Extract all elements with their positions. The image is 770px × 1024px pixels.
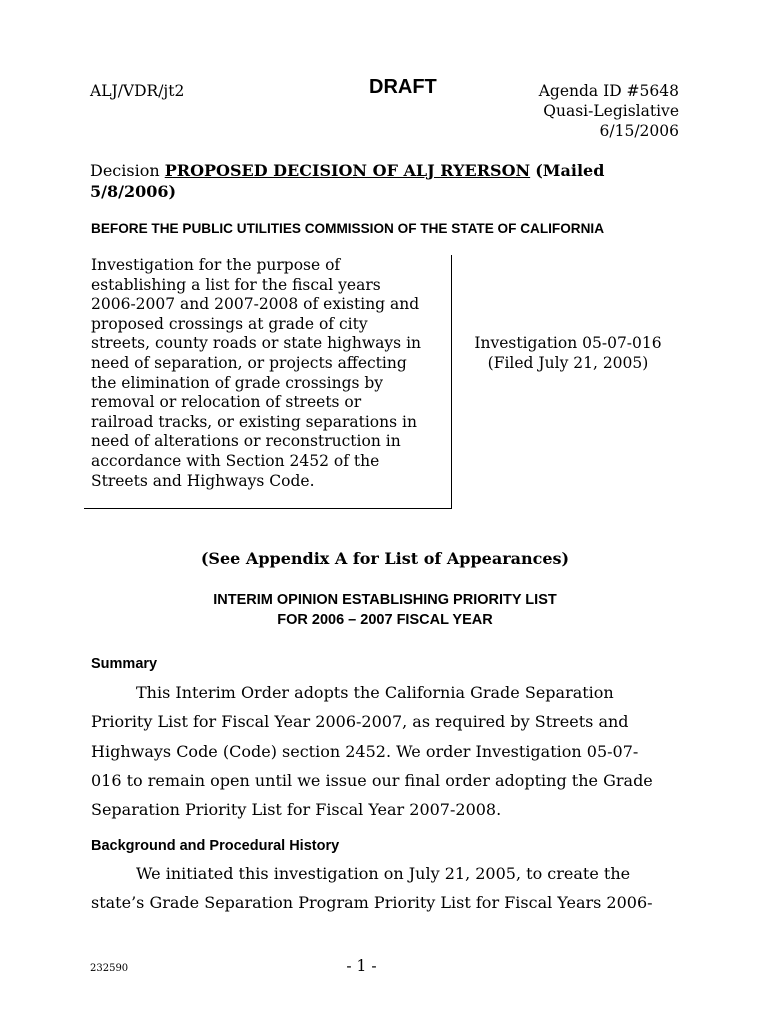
page-number: - 1 -: [346, 957, 377, 975]
background-heading: Background and Procedural History: [91, 838, 340, 854]
caption-line: accordance with Section 2452 of the: [91, 451, 380, 470]
paragraph-line: state’s Grade Separation Program Priority List for Fiscal Years 2006-: [91, 893, 653, 913]
opinion-title: [0, 590, 770, 630]
summary-heading: Summary: [91, 656, 158, 672]
header-code: ALJ/VDR/jt2: [90, 82, 185, 100]
caption-line: 2006-2007 and 2007-2008 of existing and: [91, 295, 420, 314]
header-date: 6/15/2006: [599, 122, 679, 140]
opinion-title-line: FOR 2006 – 2007 FISCAL YEAR: [277, 612, 493, 628]
caption-line: Investigation for the purpose of: [91, 256, 341, 274]
caption-line: removal or relocation of streets or: [91, 393, 362, 412]
caption-line: railroad tracks, or existing separations in: [91, 412, 417, 431]
decision-mailed: (Mailed 5/8/2006): [90, 161, 605, 201]
draft-label: DRAFT: [369, 76, 437, 98]
proceeding-type: Quasi-Legislative: [543, 102, 679, 120]
paragraph-line: We initiated this investigation on July 21, 2005, to create the: [136, 864, 631, 883]
decision-prefix: Decision: [90, 161, 160, 180]
paragraph-line: Separation Priority List for Fiscal Year 2007-2008.: [91, 800, 502, 820]
caption-line: establishing a list for the fiscal years: [91, 275, 381, 294]
paragraph-line: 016 to remain open until we issue our final order adopting the Grade: [91, 770, 653, 790]
commission-heading: BEFORE THE PUBLIC UTILITIES COMMISSION OF THE STATE OF CALIFORNIA: [91, 221, 605, 236]
caption-line: Streets and Highways Code.: [91, 471, 315, 490]
summary-paragraph: [91, 678, 681, 824]
caption-line: the elimination of grade crossings by: [91, 373, 384, 392]
background-paragraph: [91, 859, 681, 918]
paragraph-line: Priority List for Fiscal Year 2006-2007, as required by Streets and: [91, 712, 629, 732]
appendix-note: (See Appendix A for List of Appearances): [200, 549, 570, 568]
caption-line: proposed crossings at grade of city: [91, 314, 368, 333]
case-number-block: [455, 334, 681, 373]
caption-line: need of separation, or projects affecting: [91, 353, 407, 372]
filed-date: (Filed July 21, 2005): [487, 353, 649, 372]
paragraph-line: This Interim Order adopts the California Grade Separation: [136, 683, 614, 702]
caption-line: streets, county roads or state highways in: [91, 334, 422, 353]
document-number: 232590: [90, 963, 129, 974]
agenda-id: Agenda ID #5648: [538, 82, 679, 100]
decision-title: PROPOSED DECISION OF ALJ RYERSON: [164, 161, 531, 180]
opinion-title-line: INTERIM OPINION ESTABLISHING PRIORITY LIST: [213, 592, 557, 608]
header-right-block: [539, 81, 679, 141]
caption-line: need of alterations or reconstruction in: [91, 432, 401, 451]
case-number: Investigation 05-07-016: [474, 334, 662, 352]
paragraph-line: Highways Code (Code) section 2452. We order Investigation 05-07-: [91, 741, 639, 761]
caption-text: [91, 256, 446, 491]
decision-line: [90, 160, 690, 202]
